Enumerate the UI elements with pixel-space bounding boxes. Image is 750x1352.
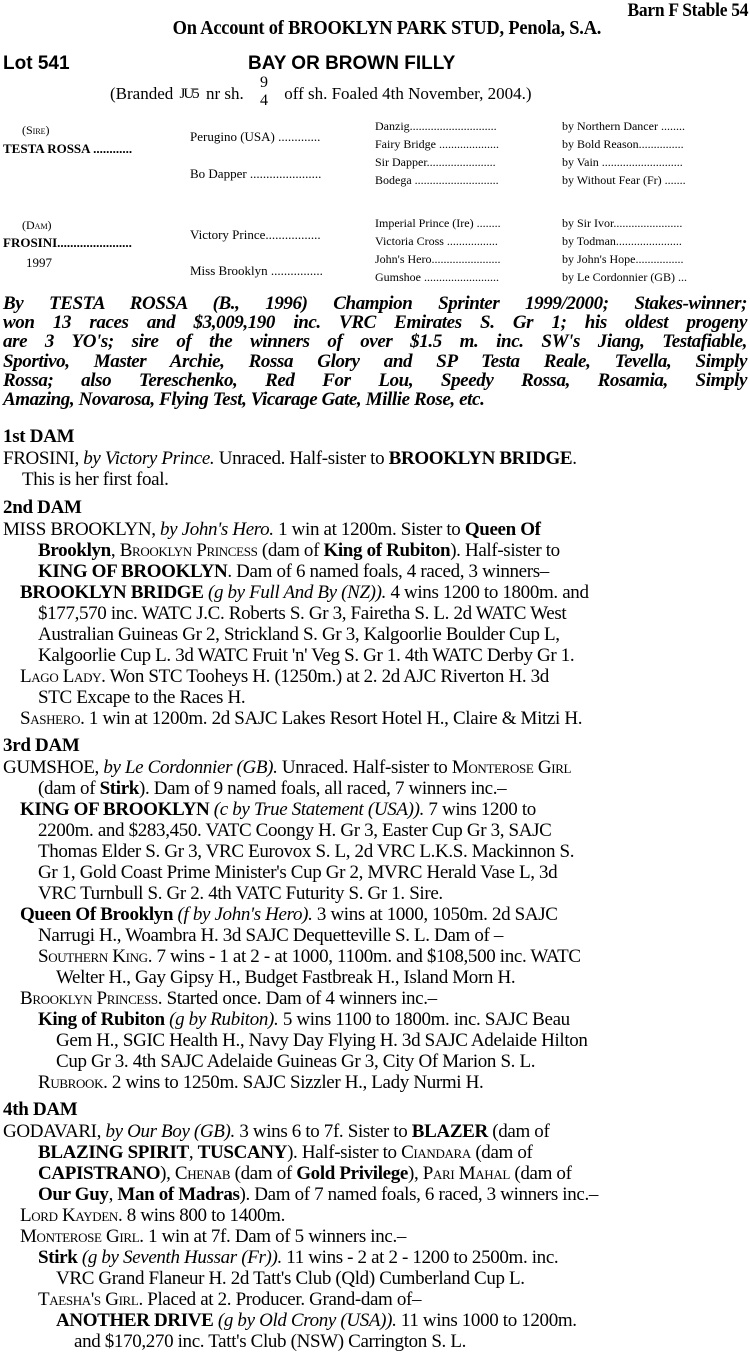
- second-dam-line: Sashero. 1 win at 1200m. 2d SAJC Lakes Resort Hotel H., Claire & Mitzi H.: [20, 708, 583, 729]
- third-dam-line: (dam of Stirk). Dam of 9 named foals, all raced, 7 winners inc.–: [38, 778, 507, 799]
- dam-sire: Victory Prince.................: [190, 227, 321, 242]
- fourth-dam-line: BLAZING SPIRIT, TUSCANY). Half-sister to Ciandara (dam of: [38, 1142, 533, 1163]
- sire-label: (Sire): [22, 123, 50, 137]
- second-dam-line: KING OF BROOKLYN. Dam of 6 named foals, 4 raced, 3 winners–: [38, 561, 549, 582]
- g3-by: by Sir Ivor.......................: [562, 216, 683, 230]
- lot-title: BAY OR BROWN FILLY: [248, 53, 456, 74]
- g3-by: by Without Fear (Fr) .......: [562, 173, 686, 187]
- third-dam-heading: 3rd DAM: [3, 735, 80, 756]
- first-dam-line: This is her first foal.: [22, 469, 169, 490]
- fourth-dam-line: CAPISTRANO), Chenab (dam of Gold Privilege), Pari Mahal (dam of: [38, 1163, 572, 1184]
- barn-stable-label: Barn F Stable 54: [627, 0, 748, 21]
- g3-by: by John's Hope................: [562, 252, 684, 266]
- second-dam-line: STC Excape to the Races H.: [38, 687, 246, 708]
- third-dam-line: Southern King. 7 wins - 1 at 2 - at 1000, 1100m. and $108,500 inc. WATC: [38, 946, 581, 967]
- sire-dam: Bo Dapper ......................: [190, 166, 322, 181]
- dam-dam: Miss Brooklyn ................: [190, 263, 323, 278]
- sire-sire: Perugino (USA) .............: [190, 129, 321, 144]
- fourth-dam-line: Our Guy, Man of Madras). Dam of 7 named foals, 6 raced, 3 winners inc.–: [38, 1184, 599, 1205]
- third-dam-line: Gem H., SGIC Health H., Navy Day Flying H. 3d SAJC Adelaide Hilton: [56, 1030, 588, 1051]
- fourth-dam-line: Stirk (g by Seventh Hussar (Fr)). 11 wins - 2 at 2 - 1200 to 2500m. inc.: [38, 1247, 559, 1268]
- second-dam-line: BROOKLYN BRIDGE (g by Full And By (NZ)). 4 wins 1200 to 1800m. and: [20, 582, 589, 603]
- third-dam-line: VRC Turnbull S. Gr 2. 4th VATC Futurity S. Gr 1. Sire.: [38, 883, 443, 904]
- brand-fraction: 9 4: [259, 74, 268, 109]
- third-dam-line: 2200m. and $283,450. VATC Coongy H. Gr 3, Easter Cup Gr 3, SAJC: [38, 820, 552, 841]
- fourth-dam-line: Taesha's Girl. Placed at 2. Producer. Grand-dam of–: [38, 1289, 422, 1310]
- second-dam-line: Lago Lady. Won STC Tooheys H. (1250m.) at 2. 2d AJC Riverton H. 3d: [20, 666, 549, 687]
- third-dam-line: GUMSHOE, by Le Cordonnier (GB). Unraced. Half-sister to Monterose Girl: [3, 757, 572, 778]
- g3-name: John's Hero.......................: [375, 252, 501, 266]
- g3-by: by Northern Dancer ........: [562, 119, 685, 133]
- second-dam-line: Australian Guineas Gr 2, Strickland S. Gr 3, Kalgoorlie Boulder Cup L,: [38, 624, 560, 645]
- third-dam-line: Welter H., Gay Gipsy H., Budget Fastbreak H., Island Morn H.: [56, 967, 516, 988]
- third-dam-line: Queen Of Brooklyn (f by John's Hero). 3 wins at 1000, 1050m. 2d SAJC: [20, 904, 558, 925]
- g3-name: Sir Dapper.......................: [375, 155, 496, 169]
- fourth-dam-line: Lord Kayden. 8 wins 800 to 1400m.: [20, 1205, 285, 1226]
- first-dam-heading: 1st DAM: [3, 426, 75, 447]
- g3-by: by Le Cordonnier (GB) ...: [562, 270, 687, 284]
- third-dam-line: KING OF BROOKLYN (c by True Statement (USA)). 7 wins 1200 to: [20, 799, 536, 820]
- g3-name: Imperial Prince (Ire) ........: [375, 216, 501, 230]
- g3-by: by Vain ...........................: [562, 155, 683, 169]
- second-dam-line: MISS BROOKLYN, by John's Hero. 1 win at 1200m. Sister to Queen Of: [3, 519, 541, 540]
- g3-name: Bodega ............................: [375, 173, 499, 187]
- brand-mark-icon: JU5: [179, 86, 198, 102]
- dam-foaled-year: 1997: [26, 255, 52, 270]
- fourth-dam-line: ANOTHER DRIVE (g by Old Crony (USA)). 11 wins 1000 to 1200m.: [56, 1310, 577, 1331]
- fourth-dam-line: VRC Grand Flaneur H. 2d Tatt's Club (Qld) Cumberland Cup L.: [56, 1268, 525, 1289]
- dam-label: (Dam): [22, 218, 52, 232]
- sire-summary-paragraph: By TESTA ROSSA (B., 1996) Champion Sprinter 1999/2000; Stakes-winner; won 13 races and $3,009,190 inc. VRC Emirates S. Gr 1; his oldest progeny are 3 YO's; sire of the winners of over $1.5 m. inc. SW's Jiang, Testafiable, Sportivo, Master Archie, Rossa Glory and SP Testa Reale, Tevella, Simply Rossa; also Tereschenko, Red For Lou, Speedy Rossa, Rosamia, Simply Amazing, Novarosa, Flying Test, Vicarage Gate, Millie Rose, etc.: [3, 293, 747, 411]
- fourth-dam-heading: 4th DAM: [3, 1099, 78, 1120]
- g3-name: Fairy Bridge ....................: [375, 137, 499, 151]
- third-dam-line: Brooklyn Princess. Started once. Dam of 4 winners inc.–: [20, 988, 437, 1009]
- vendor-account-heading: On Account of BROOKLYN PARK STUD, Penola, S.A.: [172, 17, 602, 39]
- third-dam-line: Gr 1, Gold Coast Prime Minister's Cup Gr 2, MVRC Herald Vase L, 3d: [38, 862, 558, 883]
- third-dam-line: King of Rubiton (g by Rubiton). 5 wins 1100 to 1800m. inc. SAJC Beau: [38, 1009, 570, 1030]
- fourth-dam-line: GODAVARI, by Our Boy (GB). 3 wins 6 to 7f. Sister to BLAZER (dam of: [3, 1121, 550, 1142]
- second-dam-heading: 2nd DAM: [3, 497, 82, 518]
- dam-name: FROSINI.......................: [3, 235, 132, 250]
- third-dam-line: Thomas Elder S. Gr 3, VRC Eurovox S. L, 2d VRC L.K.S. Mackinnon S.: [38, 841, 575, 862]
- g3-name: Victoria Cross .................: [375, 234, 498, 248]
- first-dam-line: FROSINI, by Victory Prince. Unraced. Half-sister to BROOKLYN BRIDGE.: [3, 448, 577, 469]
- second-dam-line: Kalgoorlie Cup L. 3d WATC Fruit 'n' Veg S. Gr 1. 4th WATC Derby Gr 1.: [38, 645, 575, 666]
- g3-by: by Bold Reason...............: [562, 137, 684, 151]
- second-dam-line: Brooklyn, Brooklyn Princess (dam of King of Rubiton). Half-sister to: [38, 540, 560, 561]
- third-dam-line: Narrugi H., Woambra H. 3d SAJC Dequetteville S. L. Dam of –: [38, 925, 504, 946]
- g3-name: Gumshoe .........................: [375, 270, 499, 284]
- lot-number: Lot 541: [3, 53, 70, 74]
- third-dam-line: Rubrook. 2 wins to 1250m. SAJC Sizzler H., Lady Nurmi H.: [38, 1072, 484, 1093]
- sire-name: TESTA ROSSA ............: [3, 141, 133, 156]
- second-dam-line: $177,570 inc. WATC J.C. Roberts S. Gr 3, Fairetha S. L. 2d WATC West: [38, 603, 567, 624]
- fourth-dam-line: and $170,270 inc. Tatt's Club (NSW) Carrington S. L.: [74, 1331, 467, 1352]
- g3-name: Danzig.............................: [375, 119, 497, 133]
- branding-line: (Branded JU5 nr sh. 9 4 off sh. Foaled 4th November, 2004.): [110, 74, 532, 109]
- third-dam-line: Cup Gr 3. 4th SAJC Adelaide Guineas Gr 3, City Of Marion S. L.: [56, 1051, 536, 1072]
- fourth-dam-line: Monterose Girl. 1 win at 7f. Dam of 5 winners inc.–: [20, 1226, 407, 1247]
- g3-by: by Todman......................: [562, 234, 682, 248]
